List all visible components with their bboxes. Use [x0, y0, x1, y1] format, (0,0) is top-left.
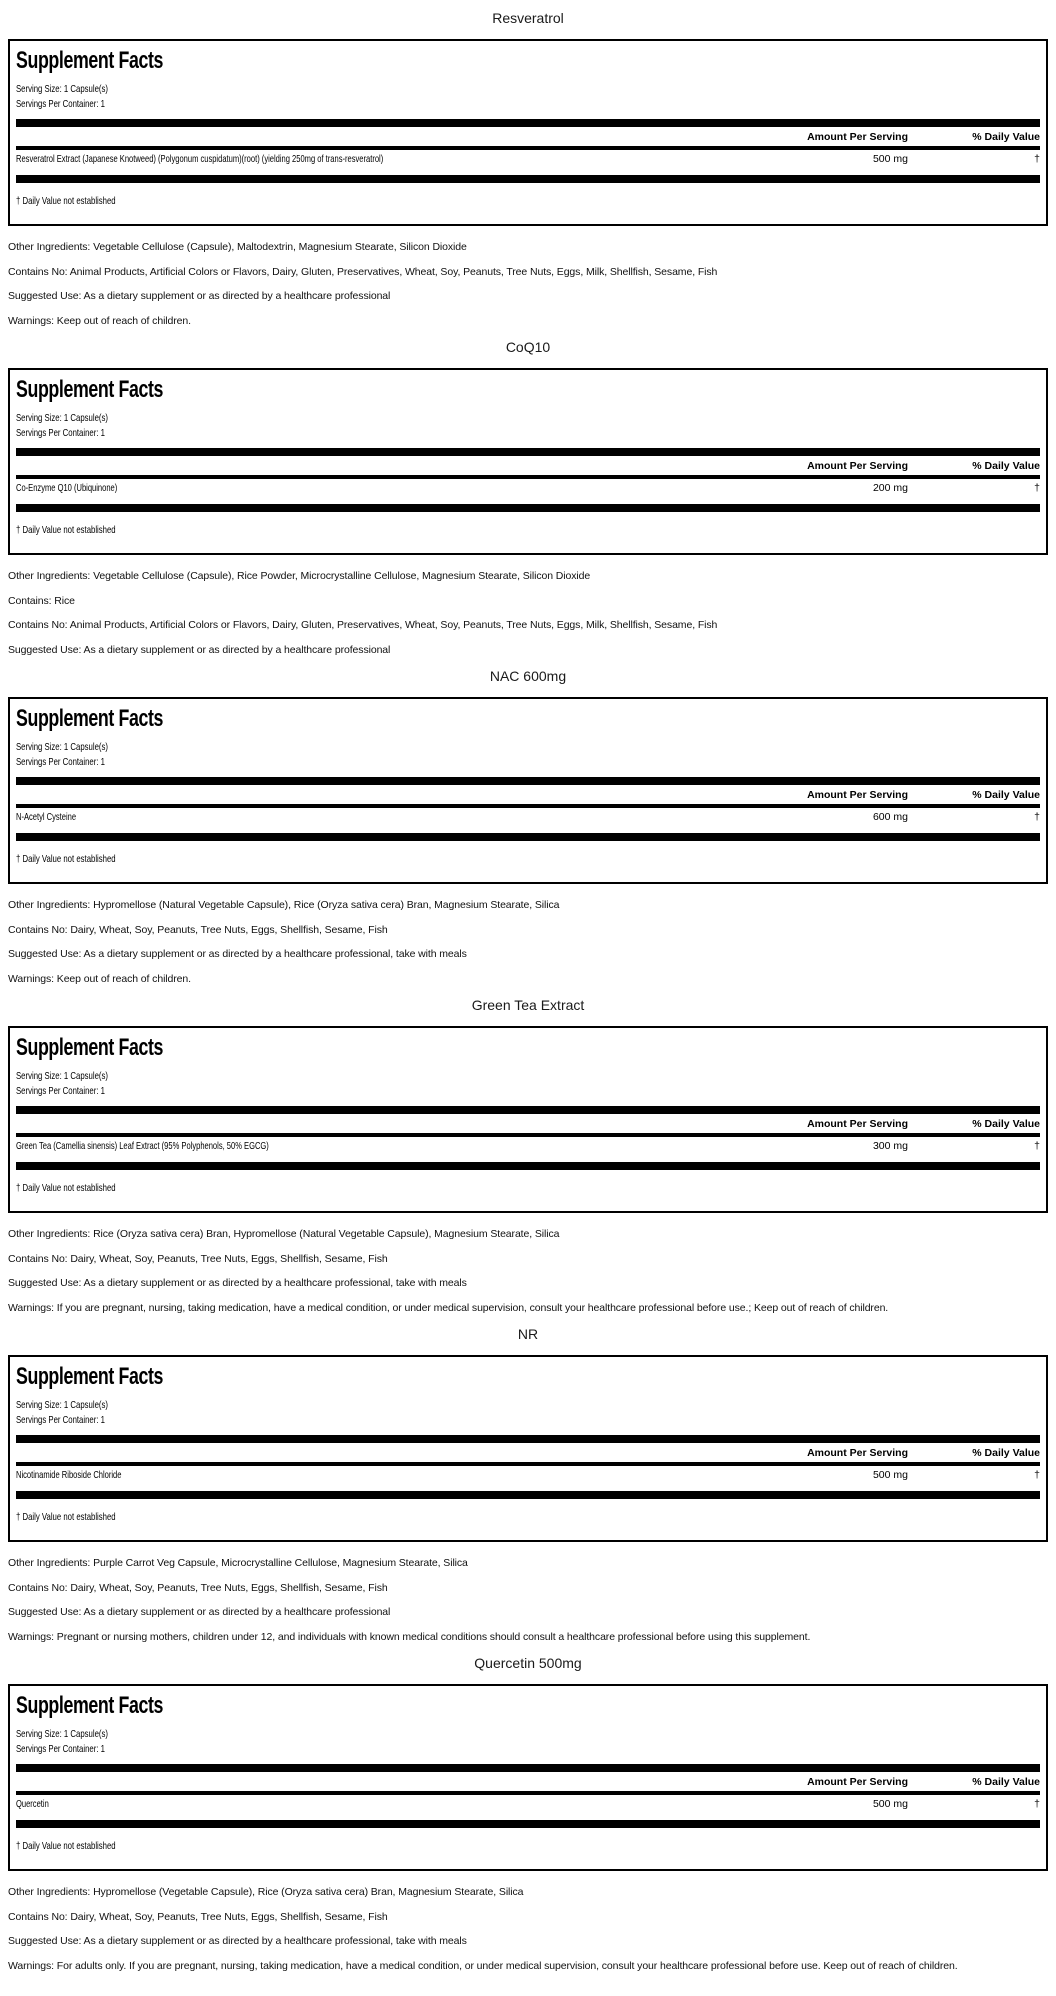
note-other-ingredients: Other Ingredients: Hypromellose (Natural Vegetable Capsule), Rice (Oryza sativa cera) Bran, Magnesium Stearate, Silica [8, 899, 560, 911]
note-other-ingredients: Other Ingredients: Vegetable Cellulose (Capsule), Rice Powder, Microcrystalline Cellulose, Magnesium Stearate, Silicon Dioxide [8, 570, 591, 582]
ingredient-daily-value: † [1034, 811, 1040, 823]
supplement-facts-panel [8, 1684, 1048, 1871]
ingredient-daily-value: † [1034, 482, 1040, 494]
section-title: NAC 600mg [489, 668, 567, 684]
ingredient-name: Nicotinamide Riboside Chloride [16, 1469, 122, 1481]
column-header-row [16, 1772, 1040, 1791]
serving-size: Serving Size: 1 Capsule(s) [16, 1728, 108, 1740]
column-header-row [16, 785, 1040, 804]
note-suggested-use: Suggested Use: As a dietary supplement or as directed by a healthcare professional, take with meals [8, 948, 467, 960]
serving-size: Serving Size: 1 Capsule(s) [16, 1070, 108, 1082]
note-contains-no: Contains No: Animal Products, Artificial Colors or Flavors, Dairy, Gluten, Preservatives, Wheat, Soy, Peanuts, Tree Nuts, Eggs, Milk, Shellfish, Sesame, Fish [8, 265, 718, 278]
column-header-row [16, 456, 1040, 475]
ingredient-amount: 500 mg [872, 1798, 908, 1810]
ingredient-name: Co-Enzyme Q10 (Ubiquinone) [16, 482, 118, 494]
dv-footnote: † Daily Value not established [16, 1840, 116, 1852]
column-header-row [16, 127, 1040, 146]
note-suggested-use: Suggested Use: As a dietary supplement or as directed by a healthcare professional, take with meals [8, 1935, 467, 1947]
dv-footnote: † Daily Value not established [16, 853, 116, 865]
note-contains-no: Contains No: Animal Products, Artificial Colors or Flavors, Dairy, Gluten, Preservatives, Wheat, Soy, Peanuts, Tree Nuts, Eggs, Milk, Shellfish, Sesame, Fish [8, 619, 718, 631]
ingredient-daily-value: † [1034, 1469, 1040, 1481]
section-title: Quercetin 500mg [474, 1655, 582, 1671]
divider-bar-thick [16, 833, 1040, 841]
ingredient-amount: 200 mg [872, 482, 908, 494]
dv-footnote: † Daily Value not established [16, 1182, 116, 1194]
column-header-row [16, 1114, 1040, 1133]
section-title: NR [517, 1326, 539, 1342]
amount-per-serving-header: Amount Per Serving [807, 1118, 908, 1130]
divider-bar-thick [16, 1491, 1040, 1499]
section-green-tea [8, 997, 1048, 1315]
section-nr [8, 1326, 1048, 1644]
daily-value-header: % Daily Value [972, 789, 1040, 801]
dv-footnote: † Daily Value not established [16, 1511, 116, 1523]
note-warnings: Warnings: For adults only. If you are pregnant, nursing, taking medication, have a medical condition, or under medical supervision, consult your healthcare professional before use. Keep out of reach of children. [8, 1959, 958, 1972]
notes-block [8, 1886, 1048, 1973]
notes-block [8, 241, 1048, 328]
daily-value-header: % Daily Value [972, 460, 1040, 472]
amount-per-serving-header: Amount Per Serving [807, 1447, 908, 1459]
daily-value-header: % Daily Value [972, 131, 1040, 143]
note-other-ingredients: Other Ingredients: Rice (Oryza sativa cera) Bran, Hypromellose (Natural Vegetable Capsule), Magnesium Stearate, Silica [8, 1228, 560, 1240]
serving-size: Serving Size: 1 Capsule(s) [16, 1399, 108, 1411]
section-resveratrol [8, 10, 1048, 328]
serving-size: Serving Size: 1 Capsule(s) [16, 412, 108, 424]
serving-size: Serving Size: 1 Capsule(s) [16, 83, 108, 95]
note-warnings: Warnings: Keep out of reach of children. [8, 972, 191, 985]
note-contains-no: Contains No: Dairy, Wheat, Soy, Peanuts, Tree Nuts, Eggs, Shellfish, Sesame, Fish [8, 1581, 388, 1594]
supplement-facts-panel [8, 368, 1048, 555]
note-suggested-use: Suggested Use: As a dietary supplement or as directed by a healthcare professional [8, 1606, 391, 1618]
ingredient-row [16, 479, 1040, 497]
divider-bar-thick [16, 175, 1040, 183]
section-title: CoQ10 [505, 339, 551, 355]
note-suggested-use: Suggested Use: As a dietary supplement or as directed by a healthcare professional [8, 643, 391, 656]
daily-value-header: % Daily Value [972, 1776, 1040, 1788]
divider-bar-thick [16, 1820, 1040, 1828]
note-warnings: Warnings: Keep out of reach of children. [8, 314, 191, 327]
amount-per-serving-header: Amount Per Serving [807, 460, 908, 472]
note-warnings: Warnings: Pregnant or nursing mothers, children under 12, and individuals with known medical conditions should consult a healthcare professional before using this supplement. [8, 1630, 811, 1643]
supplement-facts-heading: Supplement Facts [16, 376, 164, 403]
section-quercetin [8, 1655, 1048, 1973]
section-title: Green Tea Extract [471, 997, 585, 1013]
notes-block [8, 1557, 1048, 1644]
ingredient-amount: 600 mg [872, 811, 908, 823]
ingredient-daily-value: † [1034, 153, 1040, 165]
note-suggested-use: Suggested Use: As a dietary supplement or as directed by a healthcare professional, take with meals [8, 1277, 467, 1289]
supplement-facts-heading: Supplement Facts [16, 47, 164, 74]
note-contains-no: Contains No: Dairy, Wheat, Soy, Peanuts, Tree Nuts, Eggs, Shellfish, Sesame, Fish [8, 1910, 388, 1923]
ingredient-row [16, 150, 1040, 168]
servings-per-container: Servings Per Container: 1 [16, 1414, 105, 1426]
ingredient-row [16, 1795, 1040, 1813]
ingredient-amount: 500 mg [872, 1469, 908, 1481]
note-contains: Contains: Rice [8, 594, 75, 607]
supplement-facts-panel [8, 1355, 1048, 1542]
ingredient-name: Resveratrol Extract (Japanese Knotweed) (Polygonum cuspidatum)(root) (yielding 250mg of trans-resveratrol) [16, 153, 384, 165]
section-nac [8, 668, 1048, 986]
divider-bar-thick [16, 448, 1040, 456]
divider-bar-thick [16, 504, 1040, 512]
servings-per-container: Servings Per Container: 1 [16, 1085, 105, 1097]
note-contains-no: Contains No: Dairy, Wheat, Soy, Peanuts, Tree Nuts, Eggs, Shellfish, Sesame, Fish [8, 1252, 388, 1265]
servings-per-container: Servings Per Container: 1 [16, 756, 105, 768]
amount-per-serving-header: Amount Per Serving [807, 131, 908, 143]
ingredient-name: N-Acetyl Cysteine [16, 811, 77, 823]
ingredient-amount: 500 mg [872, 153, 908, 165]
ingredient-row [16, 1466, 1040, 1484]
note-other-ingredients: Other Ingredients: Vegetable Cellulose (Capsule), Maltodextrin, Magnesium Stearate, Silicon Dioxide [8, 241, 467, 253]
note-suggested-use: Suggested Use: As a dietary supplement or as directed by a healthcare professional [8, 290, 391, 302]
amount-per-serving-header: Amount Per Serving [807, 789, 908, 801]
notes-block [8, 1228, 1048, 1315]
supplement-facts-panel [8, 1026, 1048, 1213]
divider-bar-thick [16, 1435, 1040, 1443]
column-header-row [16, 1443, 1040, 1462]
supplement-facts-heading: Supplement Facts [16, 1034, 164, 1061]
ingredient-daily-value: † [1034, 1798, 1040, 1810]
divider-bar-thick [16, 119, 1040, 127]
ingredient-name: Quercetin [16, 1798, 49, 1810]
servings-per-container: Servings Per Container: 1 [16, 1743, 105, 1755]
daily-value-header: % Daily Value [972, 1447, 1040, 1459]
supplement-facts-panel [8, 39, 1048, 226]
dv-footnote: † Daily Value not established [16, 524, 116, 536]
supplement-facts-heading: Supplement Facts [16, 1692, 164, 1719]
ingredient-row [16, 1137, 1040, 1155]
divider-bar-thick [16, 1106, 1040, 1114]
notes-block [8, 570, 1048, 657]
servings-per-container: Servings Per Container: 1 [16, 98, 105, 110]
daily-value-header: % Daily Value [972, 1118, 1040, 1130]
note-other-ingredients: Other Ingredients: Purple Carrot Veg Capsule, Microcrystalline Cellulose, Magnesium Stearate, Silica [8, 1557, 468, 1569]
section-title: Resveratrol [492, 10, 564, 26]
amount-per-serving-header: Amount Per Serving [807, 1776, 908, 1788]
divider-bar-thick [16, 1764, 1040, 1772]
dv-footnote: † Daily Value not established [16, 195, 116, 207]
serving-size: Serving Size: 1 Capsule(s) [16, 741, 108, 753]
servings-per-container: Servings Per Container: 1 [16, 427, 105, 439]
section-coq10 [8, 339, 1048, 657]
note-other-ingredients: Other Ingredients: Hypromellose (Vegetable Capsule), Rice (Oryza sativa cera) Bran, Magnesium Stearate, Silica [8, 1886, 524, 1898]
ingredient-daily-value: † [1034, 1140, 1040, 1152]
ingredient-amount: 300 mg [872, 1140, 908, 1152]
supplement-facts-heading: Supplement Facts [16, 705, 164, 732]
notes-block [8, 899, 1048, 986]
supplement-facts-heading: Supplement Facts [16, 1363, 164, 1390]
ingredient-name: Green Tea (Camellia sinensis) Leaf Extract (95% Polyphenols, 50% EGCG) [16, 1140, 269, 1152]
divider-bar-thick [16, 777, 1040, 785]
supplement-facts-panel [8, 697, 1048, 884]
note-warnings: Warnings: If you are pregnant, nursing, taking medication, have a medical condition, or under medical supervision, consult your healthcare professional before use.; Keep out of reach of children. [8, 1301, 889, 1314]
note-contains-no: Contains No: Dairy, Wheat, Soy, Peanuts, Tree Nuts, Eggs, Shellfish, Sesame, Fish [8, 923, 388, 936]
ingredient-row [16, 808, 1040, 826]
divider-bar-thick [16, 1162, 1040, 1170]
